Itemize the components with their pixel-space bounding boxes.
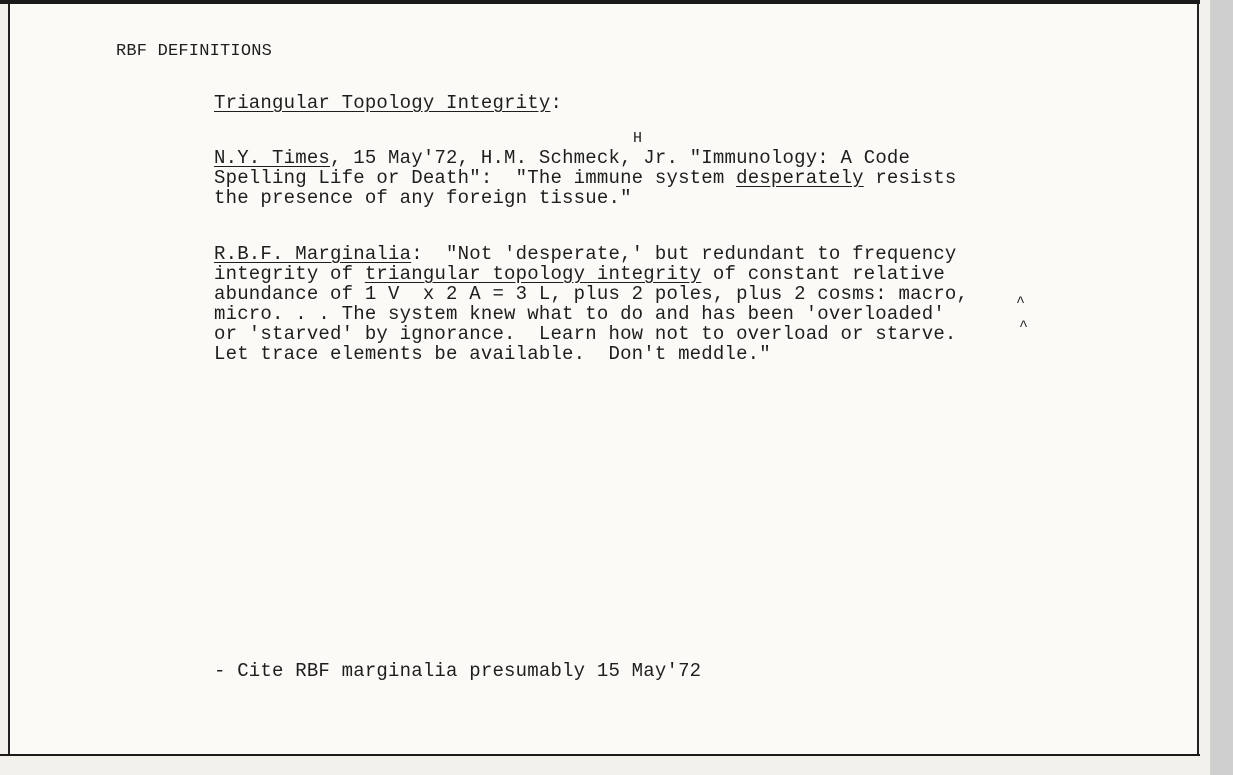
marginalia-line-1: : "Not 'desperate,' but redundant to frequency bbox=[411, 243, 957, 265]
citation-line-2: Spelling Life or Death": "The immune system bbox=[214, 167, 737, 189]
marginalia-line-2-end: of constant relative bbox=[701, 263, 945, 285]
scan-margin bbox=[1210, 0, 1233, 775]
citation-line-1: , 15 May'72, H.M. Schmeck, Jr. "Immunology: A Code bbox=[330, 147, 911, 169]
page-title: RBF DEFINITIONS bbox=[116, 42, 273, 61]
definition-term bbox=[214, 93, 562, 113]
marginalia-emphasis: triangular topology integrity bbox=[364, 263, 702, 285]
caret-mark: ^ bbox=[1016, 294, 1026, 311]
citation-line-2-end: resists bbox=[863, 167, 957, 189]
caret-mark: ^ bbox=[1019, 318, 1029, 335]
marginalia-line-4: micro. . . The system knew what to do and has been 'overloaded' bbox=[214, 303, 945, 325]
definition-term-text: Triangular Topology Integrity bbox=[214, 92, 551, 114]
rbf-marginalia bbox=[214, 244, 968, 364]
cite-note: - Cite RBF marginalia presumably 15 May'72 bbox=[214, 660, 702, 682]
marginalia-line-6: Let trace elements be available. Don't meddle." bbox=[214, 343, 771, 365]
citation-source: N.Y. Times bbox=[214, 147, 331, 169]
marginalia-line-5: or 'starved' by ignorance. Learn how not to overload or starve. bbox=[214, 323, 957, 345]
citation-line-3: the presence of any foreign tissue." bbox=[214, 187, 632, 209]
marginalia-line-2-start: integrity of bbox=[214, 263, 365, 285]
definition-term-colon: : bbox=[550, 92, 563, 114]
handwritten-correction: H bbox=[633, 130, 643, 147]
marginalia-label: R.B.F. Marginalia bbox=[214, 243, 412, 265]
definition-card bbox=[8, 4, 1199, 756]
bottom-rule bbox=[0, 754, 1200, 756]
marginalia-line-3: abundance of 1 V x 2 A = 3 L, plus 2 poles, plus 2 cosms: macro, bbox=[214, 283, 969, 305]
newspaper-citation bbox=[214, 148, 957, 208]
citation-emphasis: desperately bbox=[736, 167, 864, 189]
